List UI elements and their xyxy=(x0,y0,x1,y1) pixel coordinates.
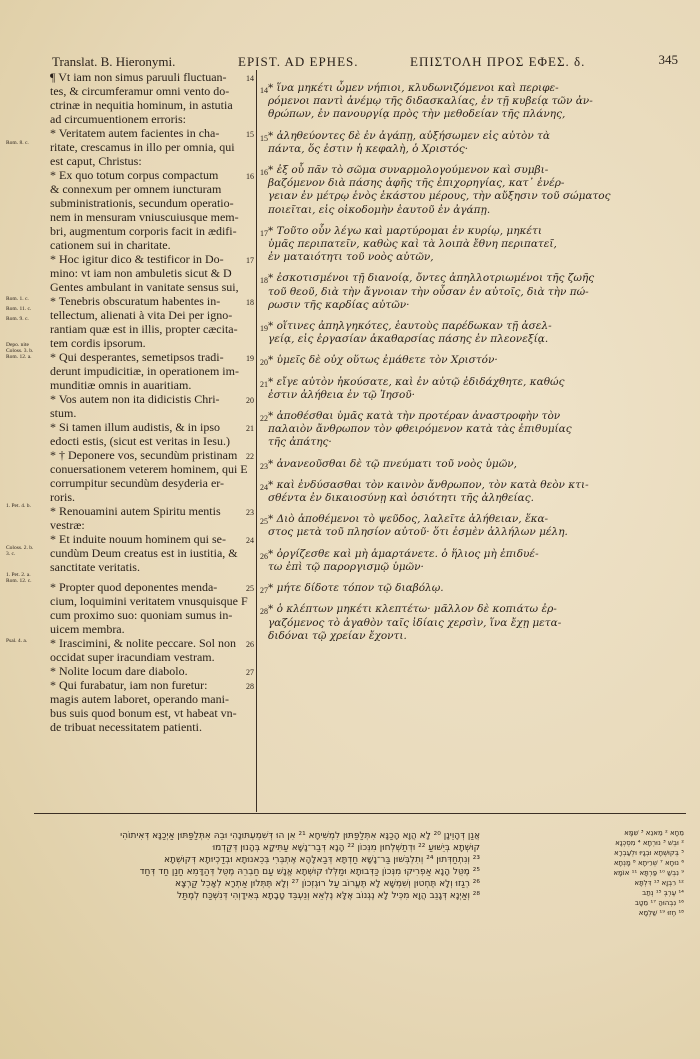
hebrew-line: ²⁵ מֶטֻּל הָנָא אַפְרִיקוּ מִנְּכוֹן כַּדְּבוּתָא וּמַלְּלוּ קוּשְׁתָא אֱנָשׁ עַם חַבְרֵהּ מֶטֻּל דְּהַדָּמֵא חַנַן חַד דְּחַד xyxy=(139,867,480,877)
verse-line: * Tenebris obscuratum habentes in- xyxy=(50,294,221,308)
verse-line: * εἴγε αὐτὸν ἠκούσατε, καὶ ἐν αὐτῷ ἐδιδάχθητε, καθώς xyxy=(268,375,565,388)
verse-line: cationem sui in charitate. xyxy=(50,238,171,252)
hebrew-side-line: ² וּבְשׁ ³ נוּרְתָא ⁴ מִסְכְּנָא xyxy=(615,839,684,847)
verse-number: 25 xyxy=(246,584,254,593)
header-latin-title: Translat. B. Hieronymi. xyxy=(52,54,176,69)
verse-line: * Veritatem autem facientes in cha- xyxy=(50,126,220,140)
verse-line: * Vos autem non ita didicistis Chri- xyxy=(50,392,220,406)
verse-line: ρωσιν τῆς καρδίας αὐτῶν· xyxy=(268,298,410,311)
verse-number: 18 xyxy=(246,298,254,307)
hebrew-line: אֲנַן דְּהָוֵינָן ²⁰ לָא הֲוָא הָכַנָּא אִתְּלַפַּתּוּן לִמְשִׁיחָא ²¹ אִן הוּ דְּשִׁמְעְתּוּנָהִי וּבֵהּ אִתְּלַפַּתּוּן אַיְכַנָּא דְּאִיתוֹהִי xyxy=(120,831,480,841)
verse-line: Gentes ambulant in vanitate sensus sui, xyxy=(50,280,239,294)
verse-line: cium, loquimini veritatem vnusquisque F xyxy=(50,594,248,608)
hebrew-side-line: ¹² רִבְוָא ¹³ דִּלְתָּא xyxy=(634,879,684,887)
verse-number: 19 xyxy=(260,324,268,334)
margin-note: 1. Pet. 2. a. Rom. 12. c. xyxy=(6,572,32,584)
verse-line: τῆς ἀπάτης· xyxy=(268,436,332,449)
margin-note: Rom. 1. c. xyxy=(6,296,29,302)
verse-line: * ἐξ οὗ πᾶν τὸ σῶμα συναρμολογούμενον καὶ συμβι- xyxy=(268,164,549,177)
greek-verse xyxy=(260,224,688,265)
verse-number: 24 xyxy=(260,482,268,492)
greek-verse xyxy=(260,410,688,450)
verse-line: * Hoc igitur dico & testificor in Do- xyxy=(50,252,224,266)
verse-line: * Qui desperantes, semetipsos tradi- xyxy=(50,350,224,364)
hebrew-side-line: ¹⁸ חֶזוּ ¹⁹ שַׁלְמָא xyxy=(638,909,684,917)
margin-note: Rom. 11. c. xyxy=(6,306,32,312)
latin-verse xyxy=(50,504,262,532)
verse-number: 26 xyxy=(260,551,268,561)
latin-verse xyxy=(50,580,262,636)
greek-verse xyxy=(260,478,688,505)
greek-verse xyxy=(260,320,688,346)
footnote-divider xyxy=(34,813,686,814)
verse-number: 18 xyxy=(260,276,268,286)
verse-line: βαζόμενον διὰ πάσης ἁφῆς τῆς ἐπιχορηγίας, κατ᾽ ἐνέρ- xyxy=(268,177,565,190)
verse-line: bus suis quod bonum est, vt habeat vn- xyxy=(50,706,237,720)
verse-line: occidat super iracundiam vestram. xyxy=(50,650,215,664)
verse-line: γαζόμενος τὸ ἀγαθὸν ταῖς ἰδίαις χερσὶν, ἵνα ἔχῃ μετα- xyxy=(268,616,562,629)
verse-line: ποιεῖται, εἰς οἰκοδομὴν ἑαυτοῦ ἐν ἀγάπῃ. xyxy=(268,203,491,216)
verse-line: rantiam quæ est in illis, propter cæcita- xyxy=(50,322,238,336)
header-greek-title: ΕΠΙΣΤΟΛΗ ΠΡΟΣ ΕΦΕΣ. δ. xyxy=(410,54,586,69)
verse-line: vestræ: xyxy=(50,518,85,532)
verse-line: bri, augmentum corporis facit in ædifi- xyxy=(50,224,237,238)
verse-line: * † Deponere vos, secundùm pristinam xyxy=(50,448,238,462)
latin-verse xyxy=(50,252,262,294)
page-number: 345 xyxy=(658,52,678,67)
latin-verse xyxy=(50,168,262,252)
hebrew-side-line: ¹⁶ נִבְהוּהַ ¹⁷ מֵטָב xyxy=(634,899,684,907)
verse-number: 27 xyxy=(260,586,268,596)
greek-verse xyxy=(260,603,688,643)
greek-verse xyxy=(260,129,688,156)
verse-line: * Propter quod deponentes menda- xyxy=(50,580,218,594)
margin-note: Psal. 4. a. xyxy=(6,638,28,644)
verse-line: * Irascimini, & nolite peccare. Sol non xyxy=(50,636,236,650)
verse-line: magis autem laboret, operando mani- xyxy=(50,692,229,706)
verse-line: θρώπων, ἐν πανουργίᾳ πρὸς τὴν μεθοδείαν τῆς πλάνης, xyxy=(268,108,566,121)
verse-line: tes, & circumferamur omni vento do- xyxy=(50,84,230,98)
greek-verse xyxy=(260,547,688,574)
verse-line: τοῦ θεοῦ, διὰ τὴν ἄγνοιαν τὴν οὖσαν ἐν αὐτοῖς, διὰ τὴν πώ- xyxy=(268,285,589,298)
latin-verse xyxy=(50,294,262,350)
greek-verse xyxy=(260,375,688,402)
verse-line: * μήτε δίδοτε τόπον τῷ διαβόλῳ. xyxy=(268,582,444,595)
verse-line: derunt impudicitiæ, in operationem im- xyxy=(50,364,239,378)
latin-verse xyxy=(50,350,262,392)
verse-line: sanctitate veritatis. xyxy=(50,560,140,574)
verse-line: ad circumuentionem erroris: xyxy=(50,112,186,126)
verse-line: * Διὸ ἀποθέμενοι τὸ ψεῦδος, λαλεῖτε ἀλήθειαν, ἕκα- xyxy=(268,513,549,526)
header-epistle-title: EPIST. AD EPHES. xyxy=(238,54,359,69)
verse-line: * Nolite locum dare diabolo. xyxy=(50,664,188,678)
verse-line: ¶ Vt iam non simus paruuli fluctuan- xyxy=(50,70,227,84)
verse-number: 16 xyxy=(260,168,268,178)
verse-number: 22 xyxy=(260,414,268,424)
latin-verse xyxy=(50,636,262,664)
verse-line: * ὀργίζεσθε καὶ μὴ ἁμαρτάνετε. ὁ ἥλιος μὴ ἐπιδυέ- xyxy=(268,547,539,560)
verse-number: 14 xyxy=(260,86,268,95)
hebrew-side-line: ⁶ נוּחָא ⁷ שְׁרֵיתָא ⁸ מָנְתָא xyxy=(613,859,684,867)
latin-verse xyxy=(50,678,262,734)
verse-line: ἐστιν ἀλήθεια ἐν τῷ Ἰησοῦ· xyxy=(268,388,416,401)
greek-verse xyxy=(260,82,688,122)
verse-number: 23 xyxy=(246,508,254,517)
verse-line: * ἀνανεοῦσθαι δὲ τῷ πνεύματι τοῦ νοὸς ὑμῶν, xyxy=(268,457,517,470)
verse-number: 23 xyxy=(260,461,268,471)
latin-verse xyxy=(50,448,262,504)
verse-number: 21 xyxy=(260,379,268,389)
margin-note: Coloss. 2. b. 3. c. xyxy=(6,545,34,557)
greek-verse xyxy=(260,582,688,596)
verse-number: 20 xyxy=(246,396,254,405)
verse-line: * οἵτινες ἀπηλγηκότες, ἑαυτοὺς παρέδωκαν τῇ ἀσελ- xyxy=(268,320,552,333)
verse-line: * καὶ ἐνδύσασθαι τὸν καινὸν ἄνθρωπον, τὸν κατὰ θεὸν κτι- xyxy=(268,478,589,491)
verse-number: 22 xyxy=(246,452,254,461)
latin-verse xyxy=(50,532,262,574)
verse-line: * ὑμεῖς δὲ οὐχ οὕτως ἐμάθετε τὸν Χριστόν· xyxy=(268,354,498,367)
verse-line: tellectum, alienati à vita Dei per igno- xyxy=(50,308,233,322)
verse-number: 26 xyxy=(246,640,254,649)
greek-verse xyxy=(260,164,688,217)
margin-note: 1. Pet. 4. b. xyxy=(6,503,31,509)
hebrew-line: ²⁸ וְאַיְנָא דְּגָנֵב הֲוָא מִכְּיל לָא נֶגְנוֹב אֶלָּא נֶלְאֵא וְנֵעְבֵּד טָבָתָא בְּאִידָוְהִי דְּנִשְׁכַּח לְמֶתַּל xyxy=(176,891,480,901)
verse-number: 15 xyxy=(246,130,254,139)
verse-line: ὑμᾶς περιπατεῖν, καθὼς καὶ τὰ λοιπὰ ἔθνη περιπατεῖ, xyxy=(268,238,557,251)
latin-verse xyxy=(50,70,262,126)
verse-line: * ἵνα μηκέτι ὦμεν νήπιοι, κλυδωνιζόμενοι καὶ περιφε- xyxy=(268,82,559,94)
verse-number: 24 xyxy=(246,536,254,545)
verse-number: 17 xyxy=(260,228,268,238)
margin-note: Rom. 9. c. xyxy=(6,316,29,322)
verse-line: * Et induite nouum hominem qui se- xyxy=(50,532,226,546)
verse-line: stum. xyxy=(50,406,77,420)
verse-line: πάντα, ὅς ἐστιν ἡ κεφαλὴ, ὁ Χριστός· xyxy=(268,142,469,155)
hebrew-side-line: מֵחָא ² מֵאנֵא ³ שִׁמָּא xyxy=(624,829,684,837)
verse-line: conuersationem veterem hominem, qui E xyxy=(50,462,248,476)
verse-line: edocti estis, (sicut est veritas in Iesu.) xyxy=(50,434,230,448)
verse-line: διδόναι τῷ χρείαν ἔχοντι. xyxy=(268,629,407,642)
margin-note: Rom. 8. c. xyxy=(6,140,29,146)
verse-line: cundùm Deum creatus est in iustitia, & xyxy=(50,546,238,560)
verse-line: ρόμενοι παντὶ ἀνέμῳ τῆς διδασκαλίας, ἐν τῇ κυβείᾳ τῶν ἀν- xyxy=(268,95,593,108)
hebrew-line: קוּשְׁתָא בְּיֵשׁוּעַ ²² וּדְתַשְׁלְחוּן מִנְּכוֹן ²² הָנָא דְּבַר־נָשָׁא עַתִּיקָא בְּהָנוּן דְּקַדְמוּ xyxy=(212,843,480,853)
verse-number: 17 xyxy=(246,256,254,265)
verse-line: σθέντα ἐν δικαιοσύνῃ καὶ ὁσιότητι τῆς ἀληθείας. xyxy=(268,492,534,505)
latin-verse xyxy=(50,664,262,678)
verse-line: * Τοῦτο οὖν λέγω καὶ μαρτύρομαι ἐν κυρίῳ, μηκέτι xyxy=(268,224,542,237)
verse-line: corrumpitur secundùm desyderia er- xyxy=(50,476,225,490)
latin-verse xyxy=(50,126,262,168)
verse-line: * Si tamen illum audistis, & in ipso xyxy=(50,420,221,434)
greek-verse xyxy=(260,272,688,312)
verse-line: * ὁ κλέπτων μηκέτι κλεπτέτω· μᾶλλον δὲ κοπιάτω ἐρ- xyxy=(268,603,557,616)
greek-column xyxy=(260,74,688,643)
verse-number: 28 xyxy=(260,607,268,617)
verse-line: est caput, Christus: xyxy=(50,154,142,168)
verse-line: * ἀποθέσθαι ὑμᾶς κατὰ τὴν προτέραν ἀναστροφὴν τὸν xyxy=(268,410,561,423)
verse-line: & connexum per omnem iuncturam xyxy=(50,182,222,196)
verse-number: 28 xyxy=(246,682,254,691)
verse-line: roris. xyxy=(50,490,75,504)
verse-number: 14 xyxy=(246,74,254,83)
hebrew-side-notes xyxy=(500,828,684,918)
latin-verse xyxy=(50,420,262,448)
verse-line: * ἀληθεύοντες δὲ ἐν ἀγάπῃ, αὐξήσωμεν εἰς αὐτὸν τὰ xyxy=(268,129,550,142)
greek-verse xyxy=(260,457,688,471)
verse-line: subministrationis, secundum operatio- xyxy=(50,196,234,210)
hebrew-line: ²⁶ רְגַזוּ וְלָא תֶּחְטוּן וְשִׁמְשָׁא לָא תֶּעֱרוֹב עַל רוּגְזְכוֹן ²⁷ וְלָא תֶּתְּלוּן אַתְרָא לְאָכֵל קַרְצָא xyxy=(175,879,480,889)
verse-number: 16 xyxy=(246,172,254,181)
verse-line: munditiæ omnis in auaritiam. xyxy=(50,378,192,392)
verse-line: ἐν ματαιότητι τοῦ νοὸς αὐτῶν, xyxy=(268,251,434,264)
verse-line: de tribuat necessitatem patienti. xyxy=(50,720,202,734)
verse-number: 20 xyxy=(260,358,268,368)
greek-verse xyxy=(260,513,688,539)
latin-column xyxy=(50,70,262,734)
verse-line: nem in mensuram vniuscuiusque mem- xyxy=(50,210,239,224)
verse-line: tem cordis ipsorum. xyxy=(50,336,146,350)
verse-line: παλαιὸν ἄνθρωπον τὸν φθειρόμενον κατὰ τὰς ἐπιθυμίας xyxy=(268,423,572,436)
hebrew-line: ²³ וְנִתְחַדְּתוּן ²⁴ וְתִלְבְּשׁוּן בַּר־נָשָׁא חַדְתָּא דְּבַאלָהָא אֶתְבְּרִי בְּכֵאנוּתָא וּבְדַכְיוּתָא דְּקוּשְׁתָא xyxy=(164,855,480,865)
verse-number: 25 xyxy=(260,517,268,527)
verse-line: γειαν ἐν μέτρῳ ἑνὸς ἑκάστου μέρους, τὴν αὔξησιν τοῦ σώματος xyxy=(268,190,611,203)
greek-verse xyxy=(260,354,688,368)
verse-number: 15 xyxy=(260,133,268,143)
margin-note: Depo. nite Coloss. 3. b. Rom. 12. a. xyxy=(6,342,34,360)
verse-line: τω ἐπὶ τῷ παροργισμῷ ὑμῶν· xyxy=(268,560,424,573)
verse-line: γείᾳ, εἰς ἐργασίαν ἀκαθαρσίας πάσης ἐν πλεονεξίᾳ. xyxy=(268,333,549,346)
verse-line: * Renouamini autem Spiritu mentis xyxy=(50,504,221,518)
hebrew-side-line: ⁵ בְּקוּשְׁתָא וּבְגָיוּ וּלְעַבְרָא xyxy=(614,849,684,857)
verse-line: cum proximo suo: quoniam sumus in- xyxy=(50,608,233,622)
verse-number: 21 xyxy=(246,424,254,433)
hebrew-side-line: ¹⁴ עֶרְבְּ ¹⁵ נְתַב xyxy=(642,889,684,897)
verse-line: ctrinæ in nequitia hominum, in astutia xyxy=(50,98,233,112)
hebrew-text-block xyxy=(20,830,480,920)
verse-line: * ἐσκοτισμένοι τῇ διανοίᾳ, ὄντες ἀπηλλοτριωμένοι τῆς ζωῆς xyxy=(268,272,595,285)
verse-line: * Qui furabatur, iam non furetur: xyxy=(50,678,208,692)
verse-line: ritate, crescamus in illo per omnia, qui xyxy=(50,140,235,154)
verse-line: στος μετὰ τοῦ πλησίον αὐτοῦ· ὅτι ἐσμὲν ἀλλήλων μέλη. xyxy=(268,526,568,539)
verse-line: mino: vt iam non ambuletis sicut & D xyxy=(50,266,232,280)
verse-line: * Ex quo totum corpus compactum xyxy=(50,168,219,182)
verse-number: 27 xyxy=(246,668,254,677)
latin-verse xyxy=(50,392,262,420)
hebrew-side-line: ⁹ נִבְשַׁ ¹⁰ פַּרְתָּא ¹¹ אוֹמָא xyxy=(613,869,684,877)
verse-number: 19 xyxy=(246,354,254,363)
verse-line: uicem membra. xyxy=(50,622,125,636)
